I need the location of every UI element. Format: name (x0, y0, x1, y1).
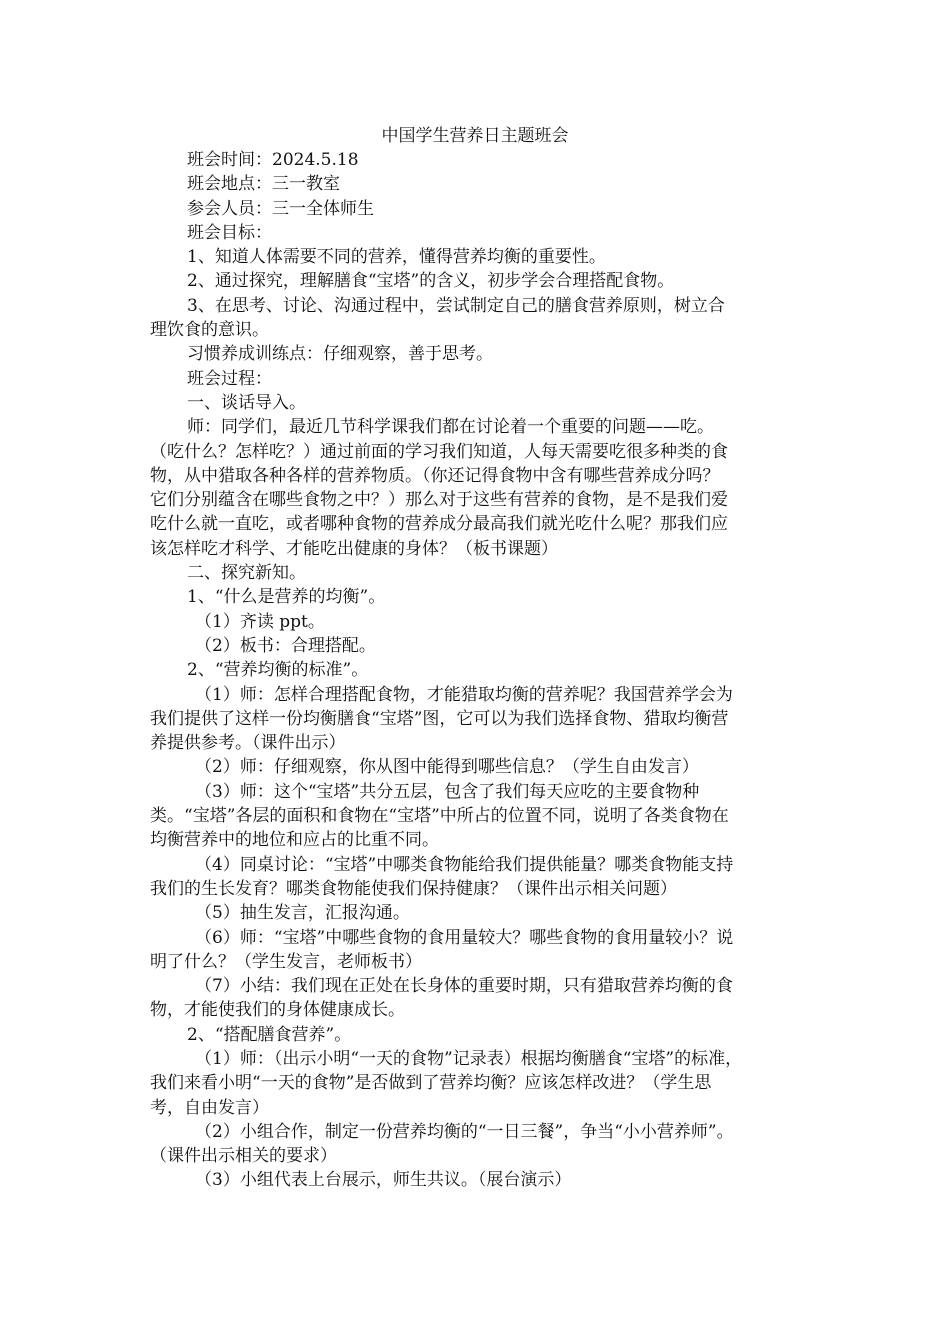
item-line: （5）抽生发言，汇报沟通。 (195, 903, 410, 924)
item-line: （1）齐读 ppt。 (195, 611, 325, 632)
item-line: （课件出示相关的要求） (150, 1146, 337, 1167)
section-2-heading: 二、探究新知。 (187, 563, 306, 584)
item-line: （7）小结：我们现在正处在长身体的重要时期，只有猎取营养均衡的食 (195, 976, 733, 997)
item-line: 考，自由发言） (150, 1097, 269, 1118)
item-line: （1）师：（出示小明“一天的食物”记录表）根据均衡膳食“宝塔”的标准， (195, 1048, 743, 1069)
goal-2: 2、通过探究，理解膳食“宝塔”的含义，初步学会合理搭配食物。 (187, 271, 675, 292)
paragraph-line: （吃什么？怎样吃？）通过前面的学习我们知道，人每天需要吃很多种类的食 (150, 441, 728, 462)
item-line: 养提供参考。（课件出示） (150, 733, 346, 754)
item-line: 类。“宝塔”各层的面积和食物在“宝塔”中所占的位置不同，说明了各类食物在 (150, 806, 729, 827)
item-line: 我们的生长发育？哪类食物能使我们保持健康？（课件出示相关问题） (150, 878, 677, 899)
meeting-time: 班会时间：2024.5.18 (187, 150, 359, 170)
goal-1: 1、知道人体需要不同的营养，懂得营养均衡的重要性。 (187, 247, 606, 268)
meeting-attendees: 参会人员：三一全体师生 (187, 198, 374, 219)
item-line: 物，才能使我们的身体健康成长。 (150, 1000, 405, 1021)
paragraph-line: 该怎样吃才科学、才能吃出健康的身体？（板书课题） (150, 538, 558, 559)
process-heading: 班会过程： (187, 368, 272, 389)
item-line: （4）同桌讨论：“宝塔”中哪类食物能给我们提供能量？哪类食物能支持 (195, 854, 734, 875)
document-body (150, 148, 810, 1193)
paragraph-line: 物，从中猎取各种各样的营养物质。（你还记得食物中含有哪些营养成分吗？ (150, 465, 720, 486)
item-line: 我们来看小明“一天的食物”是否做到了营养均衡？应该怎样改进？（学生思 (150, 1073, 712, 1094)
item-line: （3）师：这个“宝塔”共分五层，包含了我们每天应吃的主要食物种 (195, 781, 700, 802)
section-1-heading: 一、谈话导入。 (187, 392, 306, 413)
meeting-location: 班会地点：三一教室 (187, 174, 340, 195)
item-line: （2）小组合作，制定一份营养均衡的“一日三餐”，争当“小小营养师”。 (195, 1121, 734, 1142)
goal-3-cont: 理饮食的意识。 (150, 320, 269, 341)
document-title: 中国学生营养日主题班会 (381, 126, 569, 146)
subsection-heading: 2、“营养均衡的标准”。 (187, 660, 369, 681)
paragraph-line: 它们分别蕴含在哪些食物之中？）那么对于这些有营养的食物，是不是我们爱 (150, 490, 728, 511)
subsection-heading: 2、“搭配膳食营养”。 (187, 1024, 352, 1045)
item-line: 均衡营养中的地位和应占的比重不同。 (150, 830, 439, 851)
paragraph-line: 师：同学们，最近几节科学课我们都在讨论着一个重要的问题——吃。 (187, 417, 714, 438)
item-line: 明了什么？（学生发言，老师板书） (150, 951, 422, 972)
item-line: （1）师：怎样合理搭配食物，才能猎取均衡的营养呢？我国营养学会为 (195, 684, 733, 705)
goal-3: 3、在思考、讨论、沟通过程中，尝试制定自己的膳食营养原则，树立合 (187, 295, 725, 316)
item-line: （2）师：仔细观察，你从图中能得到哪些信息？（学生自由发言） (195, 757, 699, 778)
subsection-heading: 1、“什么是营养的均衡”。 (187, 587, 386, 608)
goals-heading: 班会目标： (187, 222, 272, 243)
paragraph-line: 吃什么就一直吃，或者哪种食物的营养成分最高我们就光吃什么呢？那我们应 (150, 514, 728, 535)
item-line: （3）小组代表上台展示，师生共议。（展台演示） (195, 1170, 572, 1191)
item-line: 我们提供了这样一份均衡膳食“宝塔”图，它可以为我们选择食物、猎取均衡营 (150, 708, 729, 729)
item-line: （2）板书：合理搭配。 (195, 635, 376, 656)
habit-training: 习惯养成训练点：仔细观察，善于思考。 (187, 344, 493, 365)
item-line: （6）师：“宝塔”中哪些食物的食用量较大？哪些食物的食用量较小？说 (195, 927, 734, 948)
